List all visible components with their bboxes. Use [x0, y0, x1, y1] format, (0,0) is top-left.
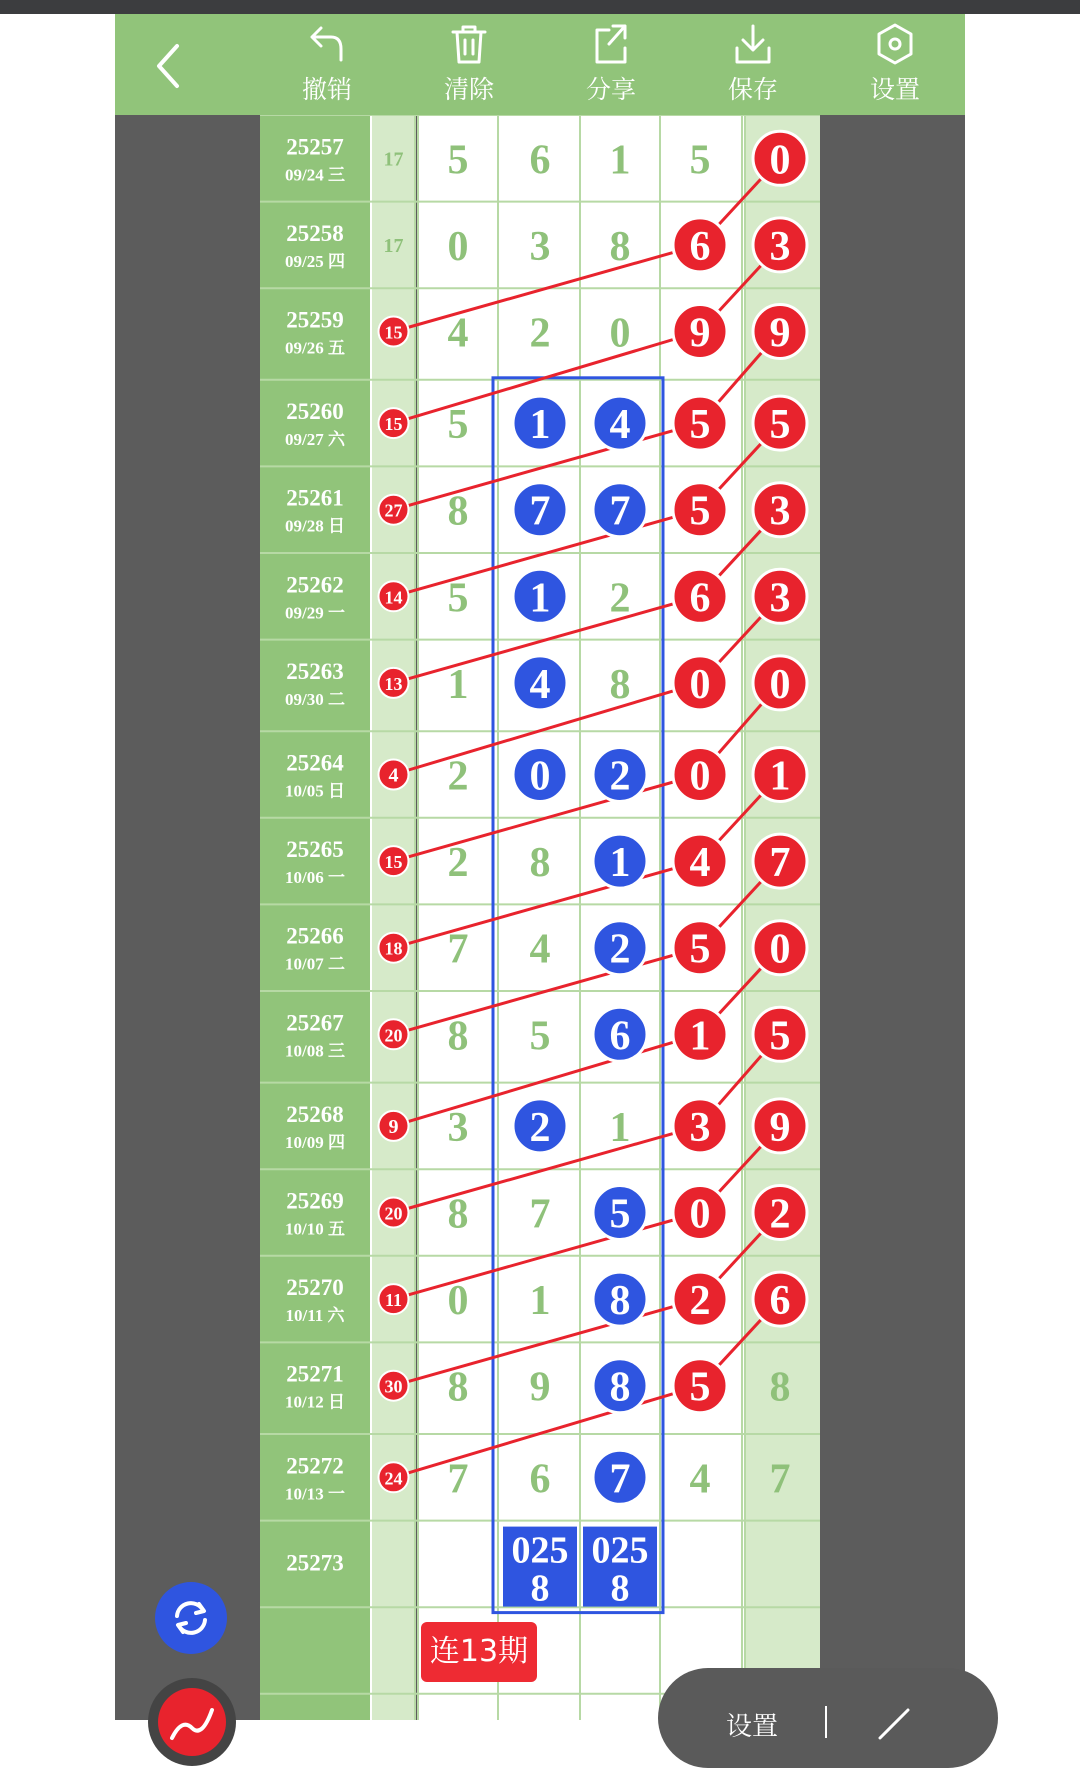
ball-digit: 2	[609, 753, 631, 800]
sum-value: 11	[384, 1290, 403, 1311]
plain-digit: 5	[447, 575, 469, 622]
plain-digit: 5	[529, 1013, 551, 1060]
status-bar	[0, 0, 1080, 14]
issue-date: 09/29 一	[285, 603, 345, 623]
plain-digit: 4	[447, 310, 469, 357]
plain-digit: 8	[447, 1013, 469, 1060]
issue-date: 10/13 一	[285, 1484, 345, 1504]
plain-digit: 7	[447, 1456, 469, 1503]
plain-digit: 7	[769, 1456, 791, 1503]
pen-button[interactable]	[148, 1678, 236, 1766]
ball-digit: 5	[609, 1191, 631, 1238]
ball-digit: 7	[609, 488, 631, 535]
sum-value: 24	[384, 1468, 403, 1489]
ball-digit: 5	[689, 488, 711, 535]
issue-date: 09/26 五	[285, 338, 345, 358]
undo-button[interactable]	[267, 14, 387, 115]
pick-digits: 8	[530, 1567, 550, 1610]
undo-icon	[307, 22, 347, 66]
plain-digit: 1	[609, 1104, 631, 1151]
ball-digit: 5	[689, 926, 711, 973]
issue-number: 25270	[286, 1275, 344, 1301]
plain-digit: 5	[447, 402, 469, 449]
plain-digit: 1	[529, 1278, 551, 1325]
next-issue-number: 25273	[286, 1550, 344, 1576]
ball-digit: 5	[769, 402, 791, 449]
issue-date: 09/30 二	[285, 689, 345, 709]
issue-number: 25257	[286, 134, 344, 160]
pick-digits: 8	[610, 1567, 630, 1610]
plain-digit: 8	[609, 661, 631, 708]
ball-digit: 9	[769, 310, 791, 357]
plain-digit: 7	[529, 1191, 551, 1238]
issue-date: 10/07 二	[285, 954, 345, 974]
ball-digit: 7	[529, 488, 551, 535]
sum-value: 4	[388, 764, 399, 787]
ball-digit: 3	[689, 1104, 711, 1151]
issue-number: 25260	[286, 399, 344, 425]
issue-date: 10/09 四	[285, 1132, 345, 1152]
back-button[interactable]	[145, 34, 195, 94]
issue-number: 25262	[286, 572, 344, 598]
left-margin	[0, 14, 115, 1720]
issue-number: 25272	[286, 1453, 344, 1479]
plain-digit: 0	[447, 1278, 469, 1325]
divider	[370, 115, 372, 1720]
plain-digit: 5	[689, 137, 711, 184]
issue-number: 25268	[286, 1101, 344, 1127]
ball-digit: 5	[689, 402, 711, 449]
ball-digit: 3	[769, 223, 791, 270]
plain-digit: 2	[447, 840, 469, 887]
ball-digit: 8	[609, 1364, 631, 1411]
plain-digit: 4	[689, 1456, 711, 1503]
ball-digit: 4	[529, 661, 551, 708]
ball-digit: 5	[769, 1013, 791, 1060]
settings-button[interactable]	[835, 14, 955, 115]
settings-label: 设置	[869, 75, 920, 104]
ball-digit: 2	[769, 1191, 791, 1238]
plain-digit: 1	[447, 661, 469, 708]
ball-digit: 0	[689, 1191, 711, 1238]
issue-number: 25264	[286, 750, 344, 776]
issue-date: 09/25 四	[285, 251, 345, 271]
issue-number: 25265	[286, 837, 344, 863]
ball-digit: 7	[609, 1456, 631, 1503]
sum-value: 17	[383, 148, 404, 171]
issue-number: 25258	[286, 220, 344, 246]
ball-digit: 5	[689, 1364, 711, 1411]
clear-button[interactable]	[409, 14, 529, 115]
plain-digit: 9	[529, 1364, 551, 1411]
plain-digit: 0	[447, 223, 469, 270]
ball-digit: 9	[769, 1104, 791, 1151]
ball-digit: 3	[769, 488, 791, 535]
issue-date: 10/10 五	[285, 1219, 345, 1239]
issue-date: 10/06 一	[285, 868, 345, 888]
sum-value: 27	[384, 500, 403, 521]
ball-digit: 3	[769, 575, 791, 622]
ball-digit: 0	[769, 926, 791, 973]
sum-value: 17	[383, 234, 404, 257]
ball-digit: 4	[609, 402, 631, 449]
clear-label: 清除	[443, 75, 494, 104]
plain-digit: 6	[529, 1456, 551, 1503]
toolbar	[115, 14, 965, 115]
issue-number: 25263	[286, 658, 344, 684]
sum-value: 15	[384, 322, 403, 343]
ball-digit: 8	[609, 1278, 631, 1325]
sum-value: 14	[384, 587, 403, 608]
plain-digit: 4	[529, 926, 551, 973]
sum-value: 30	[384, 1376, 403, 1397]
plain-digit: 8	[447, 1364, 469, 1411]
plain-digit: 1	[609, 137, 631, 184]
hexagon-settings-icon	[875, 22, 915, 66]
ball-digit: 1	[529, 575, 551, 622]
ball-digit: 1	[689, 1013, 711, 1060]
streak-badge: 连13期	[421, 1622, 537, 1682]
floating-settings-pill[interactable]	[658, 1668, 998, 1768]
undo-label: 撤销	[301, 75, 352, 104]
plain-digit: 2	[447, 753, 469, 800]
plain-digit: 5	[447, 137, 469, 184]
plain-digit: 2	[529, 310, 551, 357]
pen-icon	[158, 1688, 226, 1756]
ball-digit: 2	[529, 1104, 551, 1151]
sum-value: 15	[384, 852, 403, 873]
ball-digit: 2	[609, 926, 631, 973]
plain-digit: 3	[447, 1104, 469, 1151]
plain-digit: 3	[529, 223, 551, 270]
refresh-button[interactable]	[155, 1582, 227, 1654]
trend-chart	[115, 115, 965, 1720]
refresh-icon	[155, 1582, 227, 1654]
plain-digit: 0	[609, 310, 631, 357]
ball-digit: 6	[769, 1278, 791, 1325]
pick-digits: 025	[511, 1529, 569, 1572]
issue-number: 25269	[286, 1188, 344, 1214]
ball-digit: 0	[689, 661, 711, 708]
ball-digit: 1	[769, 753, 791, 800]
ball-digit: 1	[609, 840, 631, 887]
chevron-left-icon	[145, 34, 195, 94]
share-button[interactable]	[551, 14, 671, 115]
ball-digit: 6	[689, 575, 711, 622]
issue-date: 09/28 日	[285, 516, 345, 536]
plain-digit: 2	[609, 575, 631, 622]
sum-value: 9	[388, 1115, 399, 1138]
plain-digit: 8	[609, 223, 631, 270]
save-label: 保存	[727, 75, 778, 104]
right-margin	[965, 14, 1080, 1720]
ball-digit: 6	[689, 223, 711, 270]
plain-digit: 8	[529, 840, 551, 887]
sum-value: 15	[384, 414, 403, 435]
ball-digit: 4	[689, 840, 711, 887]
issue-date: 09/24 三	[285, 165, 345, 185]
download-icon	[733, 22, 773, 66]
sum-value: 13	[384, 673, 403, 694]
ball-digit: 6	[609, 1013, 631, 1060]
issue-date: 10/12 日	[285, 1392, 345, 1412]
ball-digit: 0	[769, 137, 791, 184]
issue-number: 25259	[286, 307, 344, 333]
share-icon	[591, 22, 631, 66]
issue-date: 10/08 三	[285, 1041, 345, 1061]
plain-digit: 8	[769, 1364, 791, 1411]
issue-date: 09/27 六	[285, 430, 345, 450]
pick-digits: 025	[591, 1529, 649, 1572]
issue-number: 25271	[286, 1361, 344, 1387]
ball-digit: 7	[769, 840, 791, 887]
issue-number: 25267	[286, 1010, 344, 1036]
plain-digit: 8	[447, 1191, 469, 1238]
sum-value: 18	[384, 938, 403, 959]
plain-digit: 7	[447, 926, 469, 973]
ball-digit: 1	[529, 402, 551, 449]
issue-number: 25266	[286, 923, 344, 949]
issue-number: 25261	[286, 485, 344, 511]
sum-value: 20	[384, 1203, 403, 1224]
ball-digit: 0	[689, 753, 711, 800]
share-label: 分享	[585, 75, 636, 104]
sum-value: 20	[384, 1025, 403, 1046]
plain-digit: 8	[447, 488, 469, 535]
plain-digit: 6	[529, 137, 551, 184]
trend-grid	[115, 115, 965, 1720]
ball-digit: 2	[689, 1278, 711, 1325]
save-button[interactable]	[693, 14, 813, 115]
ball-digit: 0	[769, 661, 791, 708]
trash-icon	[449, 22, 489, 66]
floating-settings-label: 设置	[726, 1712, 779, 1742]
ball-digit: 0	[529, 753, 551, 800]
issue-date: 10/11 六	[285, 1306, 345, 1326]
ball-digit: 9	[689, 310, 711, 357]
issue-date: 10/05 日	[285, 781, 345, 801]
